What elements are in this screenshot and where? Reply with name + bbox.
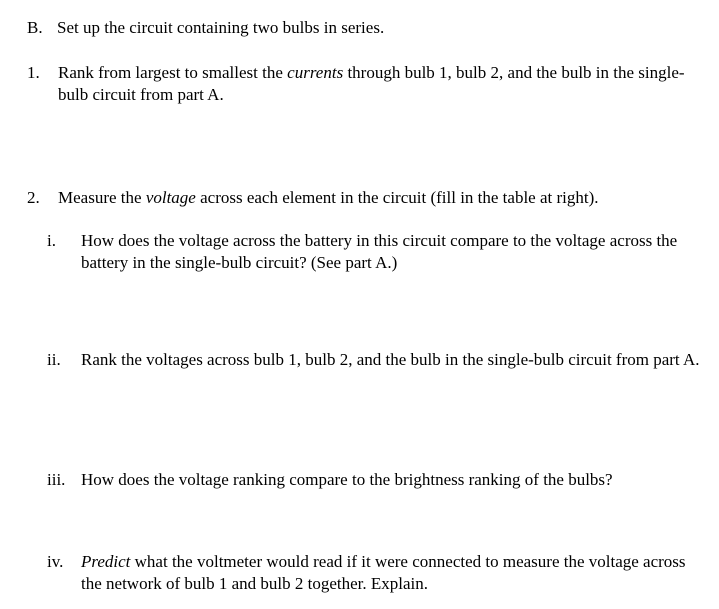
item-1-text: Rank from largest to smallest the currents through bulb 1, bulb 2, and the bulb in the single-bulb circuit from part A. bbox=[58, 63, 685, 104]
section-marker: B. bbox=[27, 18, 43, 37]
subitem-ii-marker: ii. bbox=[47, 350, 61, 369]
item-2-marker: 2. bbox=[27, 188, 40, 207]
item-2-emphasis: voltage bbox=[145, 188, 196, 207]
subitem-ii-text: Rank the voltages across bulb 1, bulb 2, and the bulb in the single-bulb circuit from part A. bbox=[81, 350, 700, 369]
item-1-marker: 1. bbox=[27, 63, 40, 82]
section-heading: Set up the circuit containing two bulbs in series. bbox=[57, 18, 385, 37]
subitem-i-marker: i. bbox=[47, 231, 56, 250]
subitem-iv-emphasis: Predict bbox=[81, 552, 131, 571]
subitem-iv-text: Predict what the voltmeter would read if it were connected to measure the voltage across the network of bulb 1 and bulb 2 together. Explain. bbox=[81, 552, 686, 593]
item-1-emphasis: currents bbox=[287, 63, 344, 82]
subitem-i-text: How does the voltage across the battery in this circuit compare to the voltage across the battery in the single-bulb circuit? (See part A.) bbox=[81, 231, 678, 272]
subitem-iii-text: How does the voltage ranking compare to the brightness ranking of the bulbs? bbox=[81, 470, 613, 489]
subitem-iii-marker: iii. bbox=[47, 470, 66, 489]
item-2-text: Measure the voltage across each element in the circuit (fill in the table at right). bbox=[58, 188, 599, 207]
subitem-iv-marker: iv. bbox=[47, 552, 64, 571]
